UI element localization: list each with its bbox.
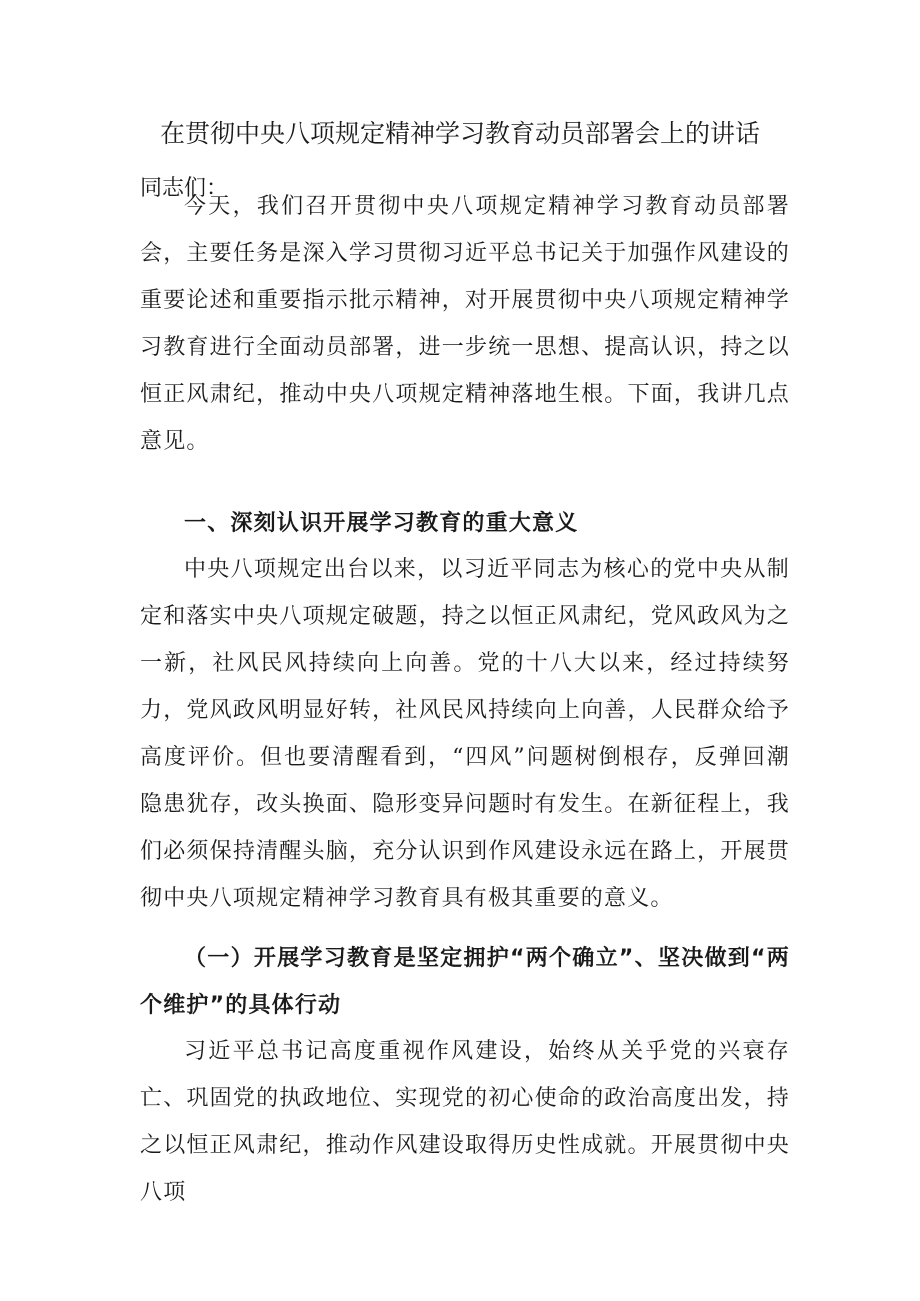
subsection-1-paragraph: 习近平总书记高度重视作风建设，始终从关乎党的兴衰存亡、巩固党的执政地位、实现党的初心使命的政治高度出发，持之以恒正风肃纪，推动作风建设取得历史性成就。开展贯彻中央八项 [140, 1039, 790, 1205]
intro-paragraph: 今天，我们召开贯彻中央八项规定精神学习教育动员部署会，主要任务是深入学习贯彻习近平总书记关于加强作风建设的重要论述和重要指示批示精神，对开展贯彻中央八项规定精神学习教育进行全面动员部署，进一步统一思想、提高认识，持之以恒正风肃纪，推动中央八项规定精神落地生根。下面，我讲几点意见。 [140, 194, 790, 454]
section-heading-1: 一、深刻认识开展学习教育的重大意义 [184, 511, 579, 536]
salutation: 同志们： [140, 176, 229, 201]
document-title: 在贯彻中央八项规定精神学习教育动员部署会上的讲话 [159, 119, 760, 148]
subsection-heading-1: （一）开展学习教育是坚定拥护“两个确立”、坚决做到“两个维护”的具体行动 [140, 946, 790, 1018]
section-1-paragraph: 中央八项规定出台以来，以习近平同志为核心的党中央从制定和落实中央八项规定破题，持之以恒正风肃纪，党风政风为之一新，社风民风持续向上向善。党的十八大以来，经过持续努力，党风政风明显好转，社风民风持续向上向善，人民群众给予高度评价。但也要清醒看到，“四风”问题树倒根存，反弹回潮隐患犹存，改头换面、隐形变异问题时有发生。在新征程上，我们必须保持清醒头脑，充分认识到作风建设永远在路上，开展贯彻中央八项规定精神学习教育具有极其重要的意义。 [140, 557, 790, 911]
